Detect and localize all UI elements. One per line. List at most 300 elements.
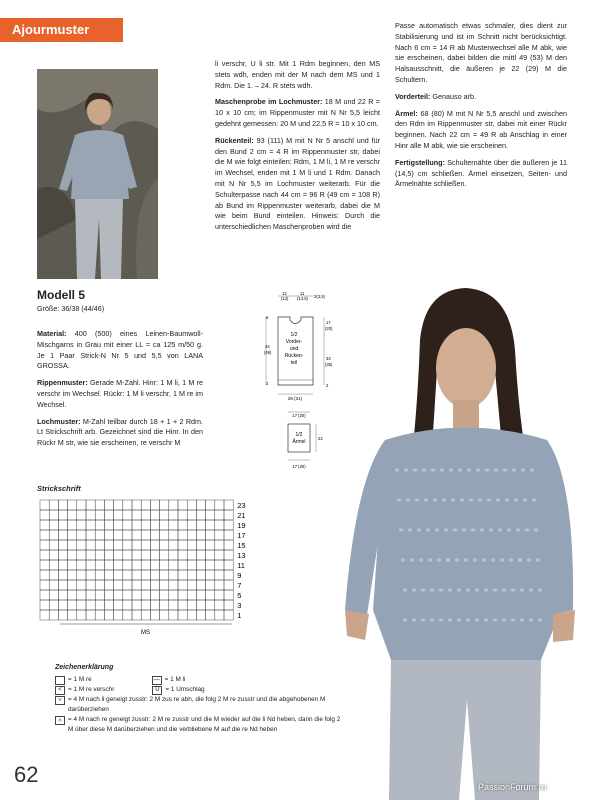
chart-cell xyxy=(141,540,150,550)
chart-row-number: 17 xyxy=(237,531,246,540)
chart-cell xyxy=(58,500,67,510)
measure-label: 6 xyxy=(266,315,269,320)
legend-item: U = 1 Umschlag xyxy=(152,685,204,695)
chart-cell xyxy=(68,500,77,510)
legend-title: Zeichenerklärung xyxy=(55,664,114,671)
chart-cell xyxy=(160,560,169,570)
chart-cell xyxy=(141,580,150,590)
chart-cell xyxy=(104,590,113,600)
model-photo-small xyxy=(37,69,158,279)
chart-cell xyxy=(49,560,58,570)
chart-cell xyxy=(49,500,58,510)
chart-cell xyxy=(86,540,95,550)
paragraph: Material: 400 (500) eines Leinen-Baumwoll-Mischgarns in Grau mit einer LL = ca 125 m/50 g. Je 1 Paar Strick-N Nr 5 und 5,5 von LANA GROSSA. xyxy=(37,329,203,371)
chart-row-number: 13 xyxy=(237,551,246,560)
chart-cell xyxy=(169,500,178,510)
model-size: Größe: 36/38 (44/46) xyxy=(37,304,105,313)
chart-cell xyxy=(169,540,178,550)
chart-cell xyxy=(58,520,67,530)
chart-cell xyxy=(169,530,178,540)
chart-cell xyxy=(49,540,58,550)
twisted-knit-symbol-icon: < xyxy=(55,686,65,695)
chart-cell xyxy=(104,560,113,570)
chart-cell xyxy=(104,600,113,610)
chart-cell xyxy=(114,530,123,540)
chart-cell xyxy=(141,600,150,610)
chart-cell xyxy=(196,530,205,540)
measure-label: 22 xyxy=(318,436,323,441)
chart-cell xyxy=(160,500,169,510)
chart-cell xyxy=(169,610,178,620)
chart-cell xyxy=(150,600,159,610)
chart-cell xyxy=(169,510,178,520)
chart-cell xyxy=(215,520,224,530)
chart-cell xyxy=(95,520,104,530)
chart-cell xyxy=(141,570,150,580)
chart-cell xyxy=(40,580,49,590)
right-decrease-symbol-icon: ⩑ xyxy=(55,716,65,725)
chart-cell xyxy=(160,550,169,560)
chart-cell xyxy=(160,570,169,580)
chart-cell xyxy=(77,600,86,610)
chart-cell xyxy=(224,500,233,510)
chart-cell xyxy=(49,570,58,580)
chart-cell xyxy=(123,610,132,620)
chart-row-number: 7 xyxy=(237,581,242,590)
chart-cell xyxy=(114,600,123,610)
chart-cell xyxy=(215,560,224,570)
watermark: PassionForum.ru xyxy=(478,782,547,792)
chart-cell xyxy=(95,590,104,600)
chart-cell xyxy=(114,560,123,570)
chart-cell xyxy=(187,580,196,590)
knit-symbol-icon xyxy=(55,676,65,685)
chart-cell xyxy=(178,510,187,520)
chart-cell xyxy=(187,530,196,540)
chart-cell xyxy=(141,590,150,600)
chart-title: Strickschrift xyxy=(37,484,81,493)
chart-cell xyxy=(178,570,187,580)
measure-label: 3(3,5) xyxy=(314,294,325,299)
chart-cell xyxy=(77,500,86,510)
chart-cell xyxy=(196,520,205,530)
measure-label: 26 (31) xyxy=(287,396,303,401)
chart-cell xyxy=(132,500,141,510)
chart-cell xyxy=(58,550,67,560)
chart-cell xyxy=(114,500,123,510)
chart-cell xyxy=(150,590,159,600)
chart-cell xyxy=(68,580,77,590)
chart-cell xyxy=(141,610,150,620)
chart-cell xyxy=(224,600,233,610)
chart-cell xyxy=(224,560,233,570)
chart-cell xyxy=(49,550,58,560)
chart-cell xyxy=(86,530,95,540)
chart-cell xyxy=(187,540,196,550)
chart-cell xyxy=(187,600,196,610)
chart-cell xyxy=(178,590,187,600)
chart-cell xyxy=(215,570,224,580)
chart-cell xyxy=(215,580,224,590)
chart-cell xyxy=(206,590,215,600)
chart-cell xyxy=(123,550,132,560)
chart-cell xyxy=(132,570,141,580)
chart-cell xyxy=(86,560,95,570)
chart-cell xyxy=(123,570,132,580)
chart-cell xyxy=(58,560,67,570)
legend-item: < = 1 M re verschr xyxy=(55,685,114,695)
measure-label: 17 (20) xyxy=(292,464,306,469)
chart-cell xyxy=(215,600,224,610)
chart-cell xyxy=(49,600,58,610)
chart-cell xyxy=(132,560,141,570)
measure-label: 2 xyxy=(266,381,269,386)
paragraph: Ärmel: 68 (80) M mit N Nr 5,5 anschl und zwischen den Rdm im Rippenmuster str, dabei mit einer Rückr beginnen. Nach 22 cm = 49 R ab Anschlag in einer Hinr alle M abk, wie sie erscheinen. xyxy=(395,108,567,150)
left-decrease-symbol-icon: ⩒ xyxy=(55,696,65,705)
chart-cell xyxy=(141,560,150,570)
chart-cell xyxy=(77,550,86,560)
paragraph: Passe automatisch etwas schmaler, dies dient zur Stabilisierung und ist im Schnitt nicht berücksichtigt. Nach 6 cm = 14 R ab Musterwechsel alle M abk, wie sie erscheinen, dabei bilden die mittl 49 (53) M den Halsausschnitt, die äußeren je 22 (29) M die Schultern. xyxy=(395,21,567,84)
chart-cell xyxy=(40,500,49,510)
chart-cell xyxy=(77,610,86,620)
chart-cell xyxy=(95,570,104,580)
legend-item: — = 1 M li xyxy=(153,676,186,683)
chart-cell xyxy=(132,550,141,560)
chart-cell xyxy=(86,500,95,510)
chart-cell xyxy=(196,590,205,600)
chart-cell xyxy=(150,580,159,590)
chart-cell xyxy=(206,580,215,590)
chart-cell xyxy=(114,610,123,620)
chart-cell xyxy=(58,590,67,600)
chart-cell xyxy=(123,510,132,520)
chart-cell xyxy=(58,530,67,540)
measure-label: (13) xyxy=(281,296,289,301)
chart-cell xyxy=(160,580,169,590)
measure-label: 2 xyxy=(326,383,329,388)
chart-cell xyxy=(178,550,187,560)
chart-cell xyxy=(114,540,123,550)
chart-cell xyxy=(169,580,178,590)
chart-row-number: 9 xyxy=(237,571,242,580)
chart-cell xyxy=(86,610,95,620)
measure-label: 33 xyxy=(326,356,331,361)
chart-cell xyxy=(77,530,86,540)
chart-cell xyxy=(224,570,233,580)
chart-cell xyxy=(58,570,67,580)
chart-cell xyxy=(132,600,141,610)
chart-cell xyxy=(40,560,49,570)
chart-cell xyxy=(104,510,113,520)
chart-cell xyxy=(132,590,141,600)
chart-cell xyxy=(206,600,215,610)
page-number: 62 xyxy=(14,762,39,787)
chart-cell xyxy=(123,500,132,510)
chart-cell xyxy=(49,580,58,590)
chart-cell xyxy=(224,540,233,550)
chart-row-number: 5 xyxy=(237,591,242,600)
chart-cell xyxy=(141,550,150,560)
chart-cell xyxy=(95,610,104,620)
chart-cell xyxy=(40,530,49,540)
chart-cell xyxy=(224,580,233,590)
chart-cell xyxy=(95,550,104,560)
chart-cell xyxy=(141,530,150,540)
chart-cell xyxy=(40,520,49,530)
chart-cell xyxy=(150,520,159,530)
chart-cell xyxy=(160,510,169,520)
legend xyxy=(55,663,345,735)
chart-cell xyxy=(187,610,196,620)
chart-cell xyxy=(178,600,187,610)
chart-cell xyxy=(77,590,86,600)
chart-cell xyxy=(196,600,205,610)
chart-cell xyxy=(58,580,67,590)
chart-cell xyxy=(224,590,233,600)
chart-cell xyxy=(187,590,196,600)
chart-cell xyxy=(86,570,95,580)
chart-cell xyxy=(114,520,123,530)
chart-cell xyxy=(196,580,205,590)
chart-cell xyxy=(206,520,215,530)
chart-cell xyxy=(169,560,178,570)
chart-cell xyxy=(150,550,159,560)
chart-cell xyxy=(95,530,104,540)
chart-cell xyxy=(40,570,49,580)
chart-cell xyxy=(178,540,187,550)
chart-cell xyxy=(123,520,132,530)
chart-cell xyxy=(114,570,123,580)
chart-cell xyxy=(68,570,77,580)
measure-label: 44 xyxy=(265,344,270,349)
chart-row-number: 19 xyxy=(237,521,246,530)
yarn-over-symbol-icon: U xyxy=(152,686,162,695)
chart-cell xyxy=(114,580,123,590)
chart-row-number: 1 xyxy=(237,611,242,620)
chart-cell xyxy=(49,610,58,620)
chart-cell xyxy=(160,530,169,540)
chart-cell xyxy=(206,560,215,570)
paragraph: Maschenprobe im Lochmuster: 18 M und 22 R = 10 x 10 cm; im Rippenmuster mit N Nr 5,5 leicht gedehnt gemessen: 20 M und 22,5 R = 10 x 10 cm. xyxy=(215,97,380,128)
chart-cell xyxy=(49,520,58,530)
chart-cell xyxy=(224,510,233,520)
paragraph: Rippenmuster: Gerade M-Zahl. Hinr: 1 M li, 1 M re verschr im Wechsel. Rückr: 1 M li verschr, 1 M re im Wechsel. xyxy=(37,378,203,409)
legend-item: = 1 M re xyxy=(55,675,92,685)
chart-cell xyxy=(77,540,86,550)
model-title: Modell 5 xyxy=(37,288,86,302)
pattern-schematic xyxy=(258,290,338,480)
chart-cell xyxy=(141,510,150,520)
chart-cell xyxy=(150,570,159,580)
chart-cell xyxy=(77,560,86,570)
chart-cell xyxy=(196,560,205,570)
chart-cell xyxy=(123,540,132,550)
chart-cell xyxy=(224,610,233,620)
chart-cell xyxy=(178,530,187,540)
chart-cell xyxy=(40,550,49,560)
chart-row-number: 11 xyxy=(237,561,245,570)
chart-cell xyxy=(150,560,159,570)
paragraph: Lochmuster: M-Zahl teilbar durch 18 + 1 + 2 Rdm. Lt Strickschrift arb. Gezeichnet sind die Hinr. In den Rückr M str, wie sie erscheinen, re verschr M xyxy=(37,416,203,448)
chart-cell xyxy=(150,510,159,520)
chart-cell xyxy=(160,520,169,530)
chart-cell xyxy=(150,610,159,620)
chart-cell xyxy=(150,540,159,550)
chart-cell xyxy=(196,570,205,580)
chart-cell xyxy=(104,520,113,530)
schematic-label: und xyxy=(289,346,299,352)
chart-cell xyxy=(95,510,104,520)
chart-cell xyxy=(215,550,224,560)
chart-cell xyxy=(40,510,49,520)
legend-item: ⩒ = 4 M nach li geneigt zusstr: 2 M zus re abh, die folg 2 M re zusstr und die abgehobenen M darüberziehen xyxy=(55,695,345,715)
measure-label: 17 (20) xyxy=(292,413,306,418)
chart-cell xyxy=(215,510,224,520)
schematic-label: 1/2 xyxy=(290,332,298,338)
chart-cell xyxy=(206,540,215,550)
chart-cell xyxy=(49,510,58,520)
chart-cell xyxy=(68,560,77,570)
chart-cell xyxy=(215,610,224,620)
chart-cell xyxy=(206,500,215,510)
chart-cell xyxy=(215,500,224,510)
chart-cell xyxy=(40,540,49,550)
chart-cell xyxy=(68,540,77,550)
chart-cell xyxy=(187,510,196,520)
chart-cell xyxy=(104,550,113,560)
chart-cell xyxy=(104,580,113,590)
chart-cell xyxy=(196,510,205,520)
chart-cell xyxy=(141,520,150,530)
chart-cell xyxy=(196,550,205,560)
chart-cell xyxy=(123,560,132,570)
chart-cell xyxy=(95,580,104,590)
measure-label: (35) xyxy=(325,362,333,367)
chart-cell xyxy=(160,540,169,550)
chart-cell xyxy=(95,540,104,550)
chart-cell xyxy=(187,520,196,530)
measure-label: (14,5) xyxy=(297,296,308,301)
chart-cell xyxy=(206,510,215,520)
chart-cell xyxy=(160,600,169,610)
chart-cell xyxy=(187,560,196,570)
chart-cell xyxy=(104,570,113,580)
chart-cell xyxy=(169,600,178,610)
schematic-label: 1/2 xyxy=(295,432,303,438)
measure-label: 12 xyxy=(282,291,287,296)
chart-cell xyxy=(169,520,178,530)
measure-label: (49) xyxy=(264,350,272,355)
chart-cell xyxy=(160,590,169,600)
chart-cell xyxy=(178,520,187,530)
text-column-left xyxy=(37,329,203,455)
chart-cell xyxy=(178,610,187,620)
chart-cell xyxy=(68,550,77,560)
chart-cell xyxy=(49,590,58,600)
chart-cell xyxy=(196,540,205,550)
chart-cell xyxy=(206,550,215,560)
chart-cell xyxy=(196,610,205,620)
measure-label: 11 xyxy=(300,291,305,296)
chart-row-number: 21 xyxy=(237,511,246,520)
chart-cell xyxy=(68,520,77,530)
chart-cell xyxy=(86,600,95,610)
chart-cell xyxy=(68,610,77,620)
chart-cell xyxy=(114,590,123,600)
chart-cell xyxy=(58,540,67,550)
chart-cell xyxy=(132,520,141,530)
chart-cell xyxy=(77,580,86,590)
chart-cell xyxy=(68,590,77,600)
chart-cell xyxy=(123,600,132,610)
chart-cell xyxy=(114,510,123,520)
legend-item: ⩑ = 4 M nach re geneigt zusstr: 2 M re zusstr und die M wieder auf die li Nd heben, dann die folg 2 M über diese M darüberziehen und die verbliebene M auf die re Nd heben xyxy=(55,715,345,735)
chart-cell xyxy=(95,560,104,570)
chart-cell xyxy=(224,520,233,530)
model-photo-large xyxy=(325,280,600,800)
knitting-chart xyxy=(37,496,262,642)
chart-cell xyxy=(215,590,224,600)
paragraph: li verschr, U li str. Mit 1 Rdm beginnen, den MS stets wdh, enden mit der M nach dem MS und 1 Rdm. Die 1. – 24. R stets wdh. xyxy=(215,59,380,90)
schematic-label: Vorder- xyxy=(285,339,303,345)
chart-cell xyxy=(169,590,178,600)
chart-cell xyxy=(68,530,77,540)
chart-cell xyxy=(224,550,233,560)
chart-cell xyxy=(160,610,169,620)
chart-cell xyxy=(86,590,95,600)
chart-cell xyxy=(215,530,224,540)
schematic-label: Rücken- xyxy=(284,353,304,359)
text-column-middle xyxy=(215,59,380,239)
chart-cell xyxy=(150,530,159,540)
chart-cell xyxy=(86,580,95,590)
chart-cell xyxy=(104,540,113,550)
section-tag: Ajourmuster xyxy=(0,18,123,42)
chart-cell xyxy=(178,580,187,590)
chart-cell xyxy=(104,530,113,540)
chart-cell xyxy=(132,540,141,550)
chart-cell xyxy=(68,600,77,610)
chart-cell xyxy=(86,550,95,560)
chart-cell xyxy=(141,500,150,510)
measure-label: 17 xyxy=(326,320,331,325)
chart-cell xyxy=(150,500,159,510)
paragraph: Rückenteil: 93 (111) M mit N Nr 5 anschl und für den Bund 2 cm = 4 R im Rippenmuster str, dabei die M wie folgt einteilen: Rdm, 1 M li, 1 M re verschr im Wechsel, enden mit 1 M li und 1 Rdm. Danach mit N Nr 5,5 im Lochmuster weiterarb. Für die Schulterpasse nach 44 cm = 96 R (49 cm = 108 R) ab Bund im Rippenmuster weiterarb, dabei die M wie beim Bund einteilen. Hinweis: Durch die unterschiedlichen Maschenproben wird die xyxy=(215,135,380,232)
chart-row-number: 15 xyxy=(237,541,246,550)
chart-ms-label: MS xyxy=(141,630,150,636)
chart-row-number: 3 xyxy=(237,601,242,610)
chart-cell xyxy=(187,550,196,560)
chart-cell xyxy=(123,580,132,590)
chart-cell xyxy=(206,610,215,620)
chart-cell xyxy=(58,610,67,620)
chart-cell xyxy=(40,600,49,610)
chart-cell xyxy=(178,560,187,570)
chart-cell xyxy=(169,570,178,580)
chart-cell xyxy=(187,570,196,580)
chart-cell xyxy=(178,500,187,510)
schematic-label: teil xyxy=(290,360,298,366)
chart-cell xyxy=(206,570,215,580)
chart-cell xyxy=(68,510,77,520)
chart-row-number: 23 xyxy=(237,501,246,510)
chart-cell xyxy=(132,530,141,540)
paragraph: Vorderteil: Genauso arb. xyxy=(395,91,476,101)
schematic-label: Ärmel xyxy=(292,439,306,445)
chart-cell xyxy=(40,590,49,600)
chart-cell xyxy=(86,520,95,530)
chart-cell xyxy=(187,500,196,510)
